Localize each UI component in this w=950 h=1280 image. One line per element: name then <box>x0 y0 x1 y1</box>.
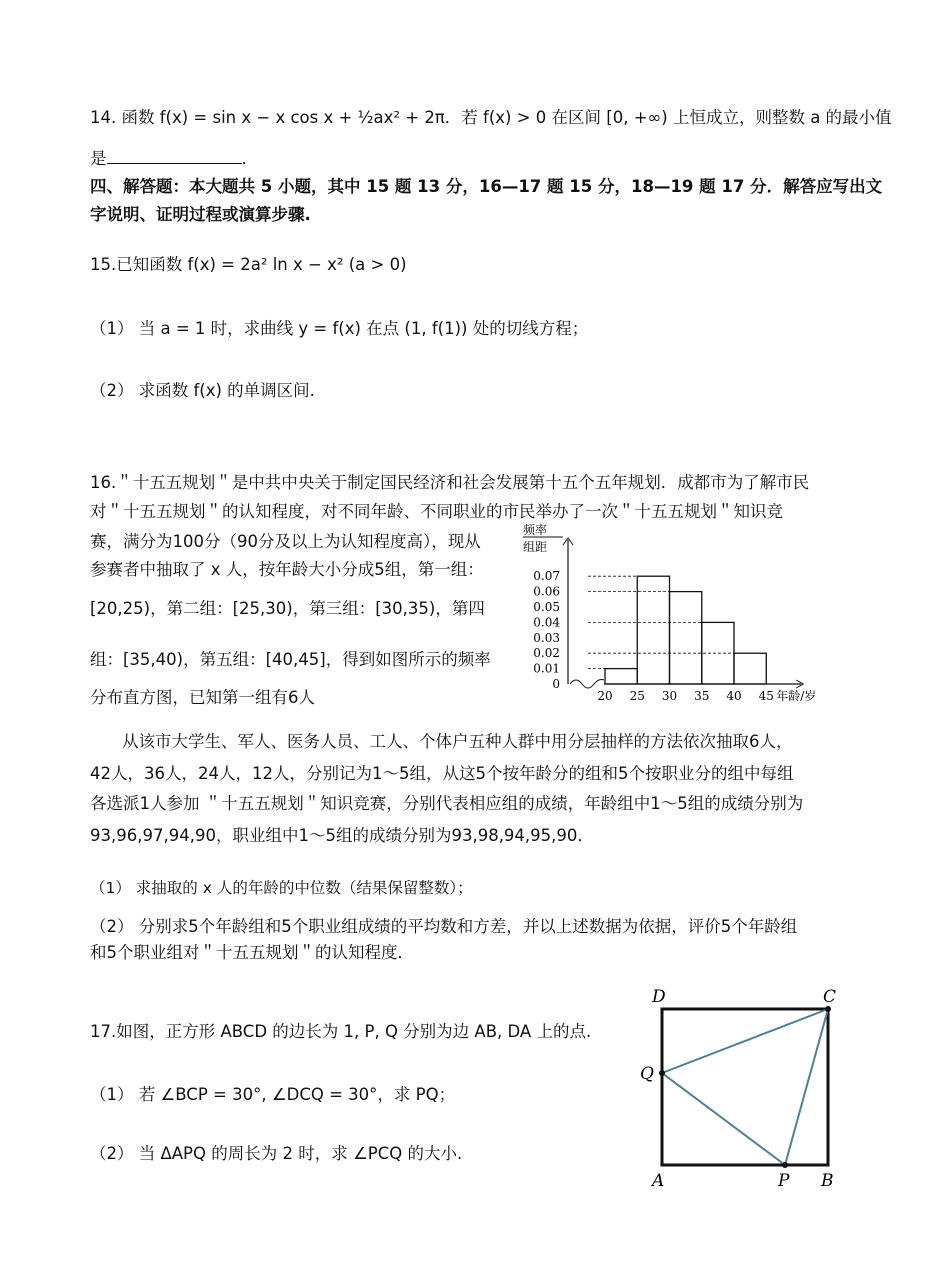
y-tick-label: 0.04 <box>533 615 560 630</box>
q16-line: 对＂十五五规划＂的认知程度，对不同年龄、不同职业的市民举办了一次＂十五五规划＂知识竞 <box>90 502 783 521</box>
point-q <box>659 1070 665 1076</box>
y-label-top: 频率 <box>523 523 548 537</box>
q16-para: 42人，36人，24人，12人，分别记为1～5组，从这5个按年龄分的组和5个按职业分的组中每组 <box>90 764 794 783</box>
y-tick-label: 0 <box>552 677 560 691</box>
q16-para: 93,96,97,94,90，职业组中1～5组的成绩分别为93,98,94,95,90． <box>90 826 594 845</box>
y-tick-label: 0.01 <box>533 661 560 676</box>
x-tick-label: 35 <box>694 689 710 703</box>
frequency-histogram <box>520 520 840 710</box>
label-c: C <box>823 987 837 1007</box>
q16-part2: （2） 分别求5个年龄组和5个职业组成绩的平均数和方差，并以上述数据为依据，评价5个年龄组 <box>90 917 798 936</box>
q16-line: 组：[35,40)，第五组：[40,45]，得到如图所示的频率 <box>90 650 491 669</box>
answer-blank <box>107 147 242 164</box>
q17-part2: （2） 当 ΔAPQ 的周长为 2 时，求 ∠PCQ 的大小. <box>90 1144 463 1163</box>
q14-suffix: . <box>241 149 247 168</box>
q16-line: 赛，满分为100分（90分及以上为认知程度高），现从 <box>90 532 481 551</box>
y-tick-label: 0.02 <box>533 646 560 661</box>
y-tick-label: 0.07 <box>533 569 560 584</box>
histogram-bar <box>670 592 702 684</box>
y-tick-label: 0.03 <box>533 630 560 645</box>
histogram-bar <box>734 653 766 684</box>
q14-line1: 14. 函数 f(x) = sin x − x cos x + ½ax² + 2π．若 f(x) > 0 在区间 [0, +∞) 上恒成立，则整数 a 的最小值 <box>90 108 892 127</box>
y-tick-label: 0.05 <box>533 600 560 614</box>
x-tick-label: 40 <box>726 689 742 703</box>
q16-line: 分布直方图，已知第一组有6人 <box>90 688 315 707</box>
section4-line1: 四、解答题：本大题共 5 小题，其中 15 题 13 分，16—17 题 15 分，18—19 题 17 分．解答应写出文 <box>90 177 883 196</box>
q15-part1: （1） 当 a = 1 时，求曲线 y = f(x) 在点 (1, f(1)) 处的切线方程； <box>90 319 589 338</box>
label-b: B <box>821 1171 834 1191</box>
q16-part1: （1） 求抽取的 x 人的年龄的中位数（结果保留整数）； <box>90 879 473 897</box>
square-abcd-figure <box>640 980 860 1195</box>
x-tick-label: 25 <box>629 689 645 703</box>
x-tick-label: 45 <box>758 689 774 703</box>
point-p <box>782 1162 788 1168</box>
y-label-bottom: 组距 <box>523 540 548 554</box>
section4-line2: 字说明、证明过程或演算步骤. <box>90 205 311 224</box>
q15-part2: （2） 求函数 f(x) 的单调区间. <box>90 381 315 400</box>
histogram-bar <box>637 576 669 684</box>
label-q: Q <box>640 1064 654 1084</box>
y-tick-label: 0.06 <box>533 584 560 599</box>
q16-line: 16.＂十五五规划＂是中共中央关于制定国民经济和社会发展第十五个五年规划．成都市为了解市民 <box>90 473 810 492</box>
x-tick-label: 20 <box>597 689 613 703</box>
triangle-cpq <box>662 1009 828 1165</box>
q16-line: [20,25)，第二组：[25,30)，第三组：[30,35)，第四 <box>90 599 485 618</box>
q16-part2-cont: 和5个职业组对＂十五五规划＂的认知程度． <box>90 943 414 962</box>
label-a: A <box>652 1171 665 1191</box>
label-p: P <box>778 1171 790 1191</box>
q17-part1: （1） 若 ∠BCP = 30°, ∠DCQ = 30°，求 PQ； <box>90 1085 456 1104</box>
q14-prefix: 是 <box>90 149 107 168</box>
x-tick-label: 30 <box>661 689 678 703</box>
q14-line2 <box>90 147 247 171</box>
axis-break <box>570 680 604 689</box>
square <box>662 1009 828 1165</box>
histogram-bar <box>605 669 637 684</box>
x-axis-label: 年龄/岁 <box>776 689 817 703</box>
q15-stem: 15.已知函数 f(x) = 2a² ln x − x² (a > 0) <box>90 255 407 274</box>
q16-para: 从该市大学生、军人、医务人员、工人、个体户五种人群中用分层抽样的方法依次抽取6人， <box>122 732 793 751</box>
q16-line: 参赛者中抽取了 x 人，按年龄大小分成5组，第一组： <box>90 560 484 579</box>
q17-stem: 17.如图，正方形 ABCD 的边长为 1, P, Q 分别为边 AB, DA 上的点. <box>90 1022 592 1041</box>
label-d: D <box>652 987 666 1007</box>
q16-para: 各选派1人参加 ＂十五五规划＂知识竞赛，分别代表相应组的成绩，年龄组中1～5组的成绩分别为 <box>90 794 804 813</box>
